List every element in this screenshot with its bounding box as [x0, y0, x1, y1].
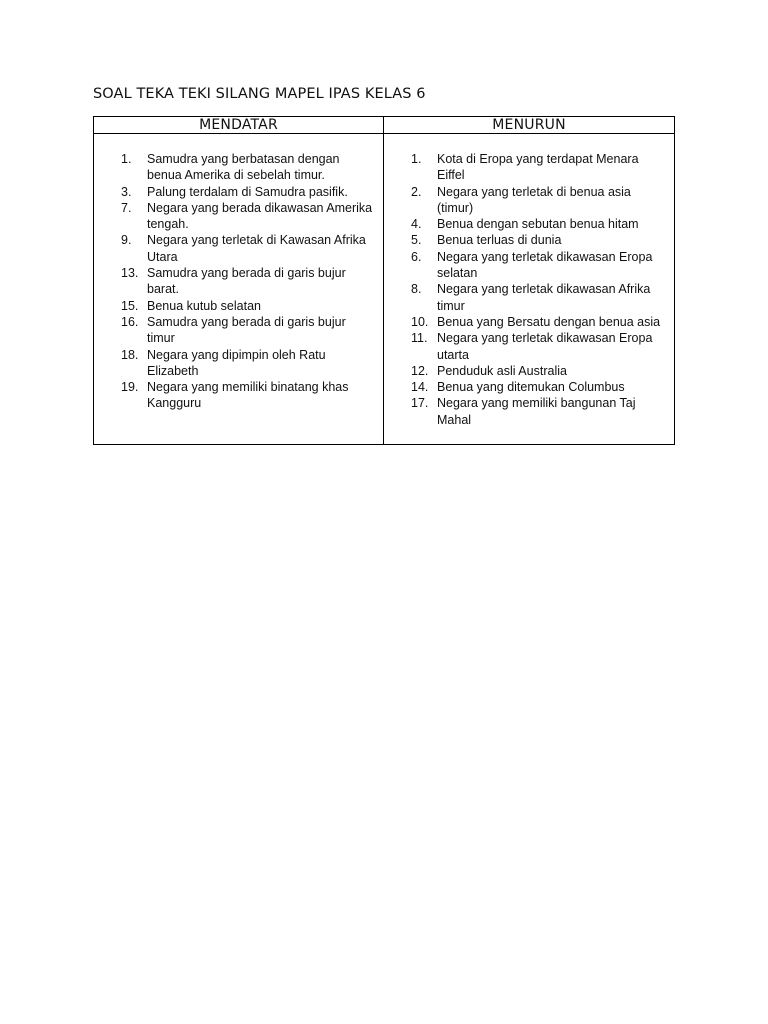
clue-item: [112, 151, 376, 184]
clue-text: Negara yang terletak dikawasan Eropa selatan: [437, 249, 653, 281]
clue-number-text: 12.: [411, 363, 429, 378]
clue-text: Benua yang Bersatu dengan benua asia: [437, 314, 661, 329]
clue-text: Palung terdalam di Samudra pasifik.: [147, 184, 348, 199]
column-header-menurun: MENURUN: [384, 117, 674, 134]
clue-number: [402, 314, 437, 330]
clue-text: Kota di Eropa yang terdapat Menara Eiffel: [437, 152, 639, 183]
clue-number: [402, 184, 437, 217]
clue-text: Samudra yang berbatasan dengan benua Amerika di sebelah timur.: [147, 152, 340, 183]
clue-number: [112, 232, 147, 265]
clue-text: Negara yang terletak di Kawasan Afrika Utara: [147, 233, 366, 264]
clue-text: Samudra yang berada di garis bujur barat.: [147, 266, 346, 297]
clue-item: [112, 347, 376, 380]
clue-text: Negara yang berada dikawasan Amerika tengah.: [147, 200, 373, 232]
clue-item: [402, 314, 668, 330]
clue-text: Benua kutub selatan: [147, 298, 261, 313]
clue-number-text: 7.: [121, 200, 132, 215]
clue-number: [112, 298, 147, 314]
clue-item: [402, 249, 668, 282]
clue-item: [402, 395, 668, 428]
clue-number: [112, 379, 147, 412]
clue-number: [402, 395, 437, 428]
clue-number-text: 17.: [411, 396, 429, 411]
clue-number-text: 5.: [411, 233, 422, 248]
clue-number-text: 1.: [411, 152, 422, 166]
page-title: SOAL TEKA TEKI SILANG MAPEL IPAS KELAS 6: [93, 86, 426, 102]
menurun-clue-list: [402, 151, 668, 428]
clue-number: [402, 249, 437, 282]
mendatar-clue-list: [112, 151, 376, 412]
clue-number-text: 15.: [121, 298, 139, 313]
clue-item: [402, 281, 668, 314]
clue-number-text: 19.: [121, 380, 139, 395]
clue-text: Samudra yang berada di garis bujur timur: [147, 314, 346, 346]
clue-number-text: 6.: [411, 249, 422, 264]
clue-item: [112, 184, 376, 200]
clue-table: [93, 116, 675, 445]
clue-text: Negara yang memiliki binatang khas Kangguru: [147, 380, 349, 411]
clue-item: [402, 232, 668, 248]
clue-number: [112, 314, 147, 347]
clue-item: [112, 200, 376, 233]
clue-item: [112, 314, 376, 347]
clue-number: [402, 379, 437, 395]
clue-item: [402, 379, 668, 395]
clue-text: Negara yang terletak dikawasan Eropa utarta: [437, 331, 653, 362]
clue-number: [402, 151, 437, 184]
clue-number: [112, 265, 147, 298]
clue-number-text: 18.: [121, 347, 139, 362]
clue-text: Benua yang ditemukan Columbus: [437, 380, 625, 395]
clue-text: Negara yang terletak dikawasan Afrika timur: [437, 282, 651, 313]
clue-number-text: 16.: [121, 314, 139, 329]
clue-number-text: 3.: [121, 184, 132, 199]
clue-number: [112, 347, 147, 380]
clue-number: [402, 363, 437, 379]
clue-item: [112, 379, 376, 412]
clue-number: [112, 151, 147, 184]
clue-text: Benua dengan sebutan benua hitam: [437, 217, 639, 232]
clue-item: [402, 330, 668, 363]
clue-number: [112, 200, 147, 233]
clue-text: Negara yang memiliki bangunan Taj Mahal: [437, 396, 636, 427]
clue-item: [402, 363, 668, 379]
clue-number-text: 13.: [121, 266, 139, 281]
clue-number: [402, 216, 437, 232]
clue-number-text: 10.: [411, 314, 429, 329]
clue-text: Negara yang dipimpin oleh Ratu Elizabeth: [147, 347, 326, 378]
clue-number-text: 11.: [411, 331, 428, 346]
clue-item: [112, 298, 376, 314]
clue-number-text: 1.: [121, 152, 132, 166]
clue-number: [112, 184, 147, 200]
clue-number-text: 9.: [121, 233, 132, 248]
menurun-column: [384, 134, 674, 444]
clue-number: [402, 232, 437, 248]
column-header-mendatar: MENDATAR: [94, 117, 384, 134]
clue-number-text: 8.: [411, 282, 422, 297]
clue-number-text: 4.: [411, 217, 422, 232]
clue-text: Negara yang terletak di benua asia (timur): [437, 184, 631, 215]
mendatar-column: [94, 134, 384, 444]
clue-item: [112, 265, 376, 298]
clue-item: [112, 232, 376, 265]
clue-text: Penduduk asli Australia: [437, 363, 567, 378]
clue-number-text: 2.: [411, 184, 422, 199]
clue-number-text: 14.: [411, 380, 429, 395]
clue-item: [402, 184, 668, 217]
clue-number: [402, 281, 437, 314]
clue-item: [402, 216, 668, 232]
clue-item: [402, 151, 668, 184]
clue-number: [402, 330, 437, 363]
clue-text: Benua terluas di dunia: [437, 233, 562, 248]
